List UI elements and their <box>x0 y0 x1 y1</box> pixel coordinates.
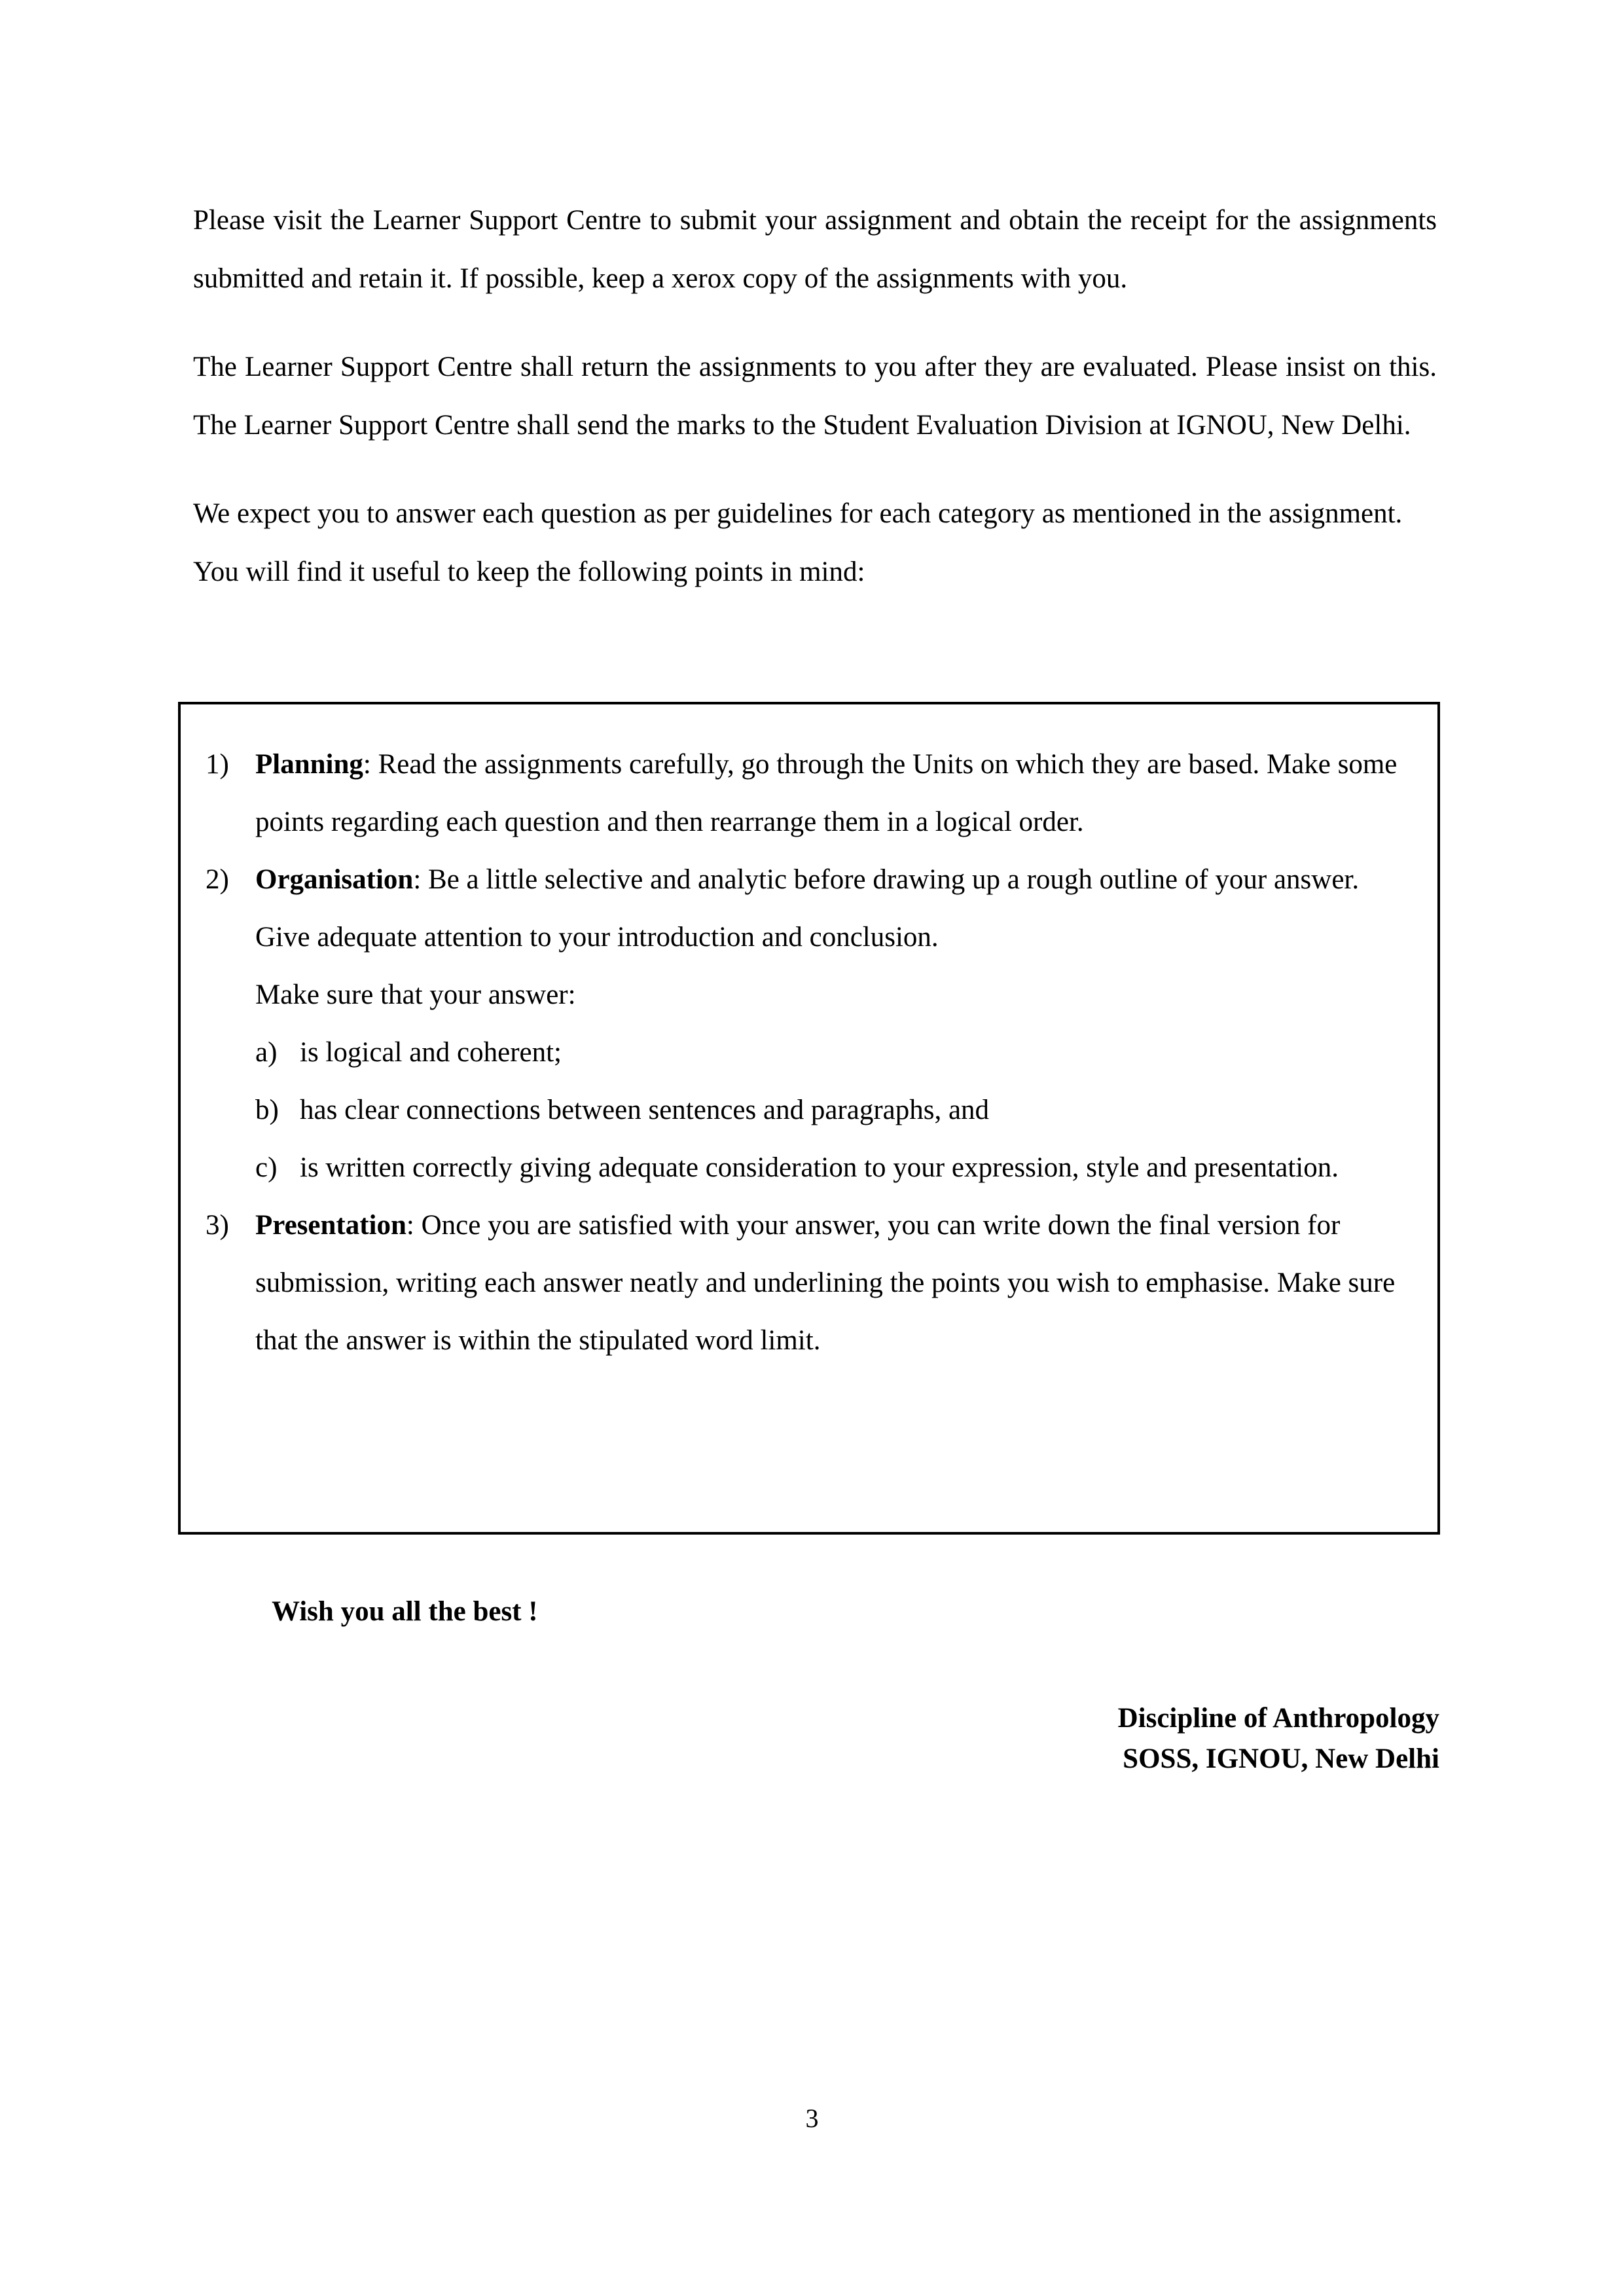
paragraph-submission-receipt: Please visit the Learner Support Centre to submit your assignment and obtain the receipt for the assignments submitted and retain it. If possible, keep a xerox copy of the assignments with you. <box>193 205 1437 294</box>
guideline-text <box>255 736 1411 851</box>
guideline-lead-label: Organisation <box>255 864 414 895</box>
sub-list-intro: Make sure that your answer: <box>255 979 576 1010</box>
guideline-separator: : <box>413 864 429 895</box>
sub-item-text: is written correctly giving adequate consideration to your expression, style and presentation. <box>300 1152 1339 1183</box>
signature-institution: SOSS, IGNOU, New Delhi <box>1123 1743 1439 1774</box>
wish-you-all-the-best: Wish you all the best ! <box>272 1596 538 1627</box>
guideline-lead-label: Planning <box>255 749 363 780</box>
body-content <box>193 191 1437 601</box>
sub-item-written-correctly <box>255 1139 1411 1197</box>
guideline-text <box>255 1197 1411 1370</box>
sub-item-marker: c) <box>255 1152 278 1183</box>
guideline-marker: 1) <box>206 749 229 780</box>
guideline-separator: : <box>406 1210 422 1241</box>
page-number: 3 <box>805 2104 819 2133</box>
guidelines-box <box>178 702 1440 1535</box>
guideline-item-planning <box>206 736 1411 851</box>
sub-item-logical-coherent <box>255 1024 1411 1082</box>
guideline-item-presentation <box>206 1197 1411 1370</box>
sub-item-text: is logical and coherent; <box>300 1037 562 1068</box>
guideline-marker: 2) <box>206 864 229 895</box>
guideline-text <box>255 851 1411 966</box>
guideline-body: Be a little selective and analytic before drawing up a rough outline of your answer. Give adequate attention to your introduction and conclusion. <box>255 864 1360 953</box>
guideline-separator: : <box>363 749 378 780</box>
guideline-marker: 3) <box>206 1210 229 1241</box>
guidelines-box-inner <box>181 704 1437 1532</box>
guideline-body: Read the assignments carefully, go through the Units on which they are based. Make some points regarding each question and then rearrange them in a logical order. <box>255 749 1398 837</box>
sub-item-marker: b) <box>255 1095 279 1125</box>
guideline-body: Once you are satisfied with your answer, you can write down the final version for submission, writing each answer neatly and underlining the points you wish to emphasise. Make sure that the answer is within the stipulated word limit. <box>255 1210 1396 1356</box>
guideline-item-organisation <box>206 851 1411 966</box>
sub-item-clear-connections <box>255 1082 1411 1139</box>
signature-block <box>1118 1698 1439 1779</box>
sub-item-marker: a) <box>255 1037 278 1068</box>
guideline-lead-label: Presentation <box>255 1210 406 1241</box>
paragraph-return-evaluation: The Learner Support Centre shall return the assignments to you after they are evaluated. Please insist on this. The Learner Support Centre shall send the marks to the Student Evaluation Division at IGNOU, New Delhi. <box>193 352 1437 441</box>
sub-item-text: has clear connections between sentences and paragraphs, and <box>300 1095 990 1125</box>
paragraph-guidelines-intro: We expect you to answer each question as per guidelines for each category as mentioned in the assignment. You will find it useful to keep the following points in mind: <box>193 498 1403 587</box>
signature-discipline: Discipline of Anthropology <box>1117 1703 1439 1734</box>
